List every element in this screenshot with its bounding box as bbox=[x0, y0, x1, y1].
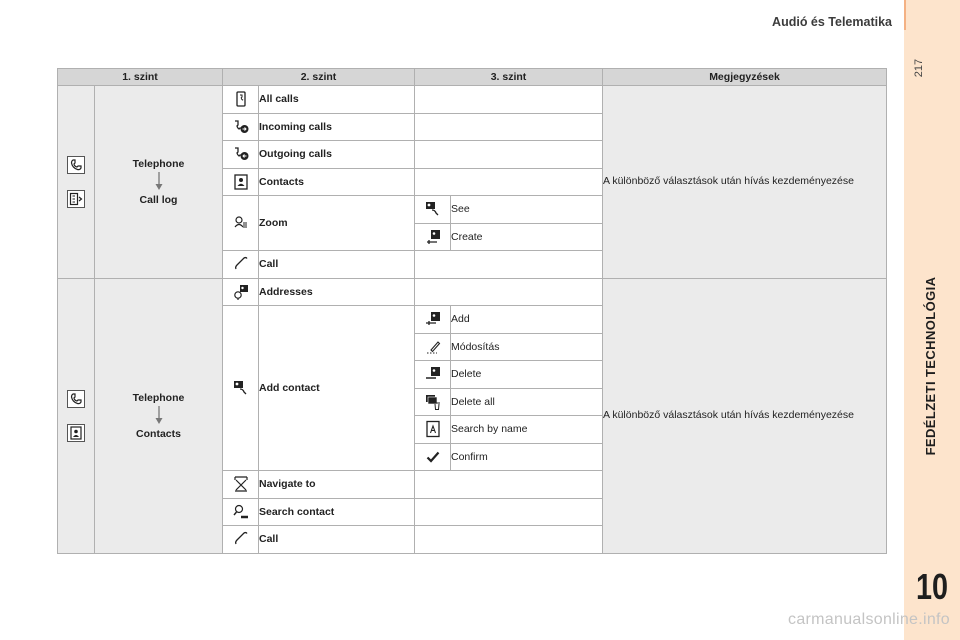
delete-all-icon bbox=[424, 393, 442, 411]
menu-item-addresses: Addresses bbox=[259, 278, 415, 306]
header-level-1: 1. szint bbox=[58, 69, 223, 86]
search-contact-icon bbox=[232, 503, 250, 521]
addresses-icon bbox=[232, 283, 250, 301]
add-contact-icon-cell bbox=[223, 306, 259, 471]
menu-item-add-contact: Add contact bbox=[259, 306, 415, 471]
empty-cell bbox=[415, 168, 603, 196]
arrow-down-icon bbox=[154, 406, 164, 426]
menu-structure-table bbox=[57, 68, 887, 554]
level1-path-call-log bbox=[95, 86, 223, 279]
empty-cell bbox=[415, 526, 603, 554]
level1-label-bottom: Contacts bbox=[136, 427, 181, 440]
notes-call-log: A különböző választások után hívás kezdeményezése bbox=[603, 86, 887, 279]
zoom-icon-cell bbox=[223, 196, 259, 251]
see-icon-cell bbox=[415, 196, 451, 224]
delete-all-icon-cell bbox=[415, 388, 451, 416]
incoming-calls-icon-cell bbox=[223, 113, 259, 141]
menu-item-edit: Módosítás bbox=[451, 333, 603, 361]
all-calls-icon-cell bbox=[223, 86, 259, 114]
menu-item-contacts: Contacts bbox=[259, 168, 415, 196]
search-contact-icon-cell bbox=[223, 498, 259, 526]
contacts-icon bbox=[232, 173, 250, 191]
incoming-call-icon bbox=[232, 118, 250, 136]
table-row bbox=[58, 86, 887, 114]
menu-item-zoom: Zoom bbox=[259, 196, 415, 251]
header-level-2: 2. szint bbox=[223, 69, 415, 86]
empty-cell bbox=[415, 113, 603, 141]
menu-item-search-by-name: Search by name bbox=[451, 416, 603, 444]
menu-item-add: Add bbox=[451, 306, 603, 334]
empty-cell bbox=[415, 141, 603, 169]
arrow-down-icon bbox=[154, 172, 164, 192]
add-contact-icon bbox=[232, 379, 250, 397]
empty-cell bbox=[415, 471, 603, 499]
page-number: 217 bbox=[913, 58, 925, 78]
search-by-name-icon-cell bbox=[415, 416, 451, 444]
header-level-3: 3. szint bbox=[415, 69, 603, 86]
level1-label-top: Telephone bbox=[132, 157, 185, 170]
call-log-icon bbox=[67, 190, 85, 208]
contacts-icon-cell bbox=[223, 168, 259, 196]
page-header-title: Audió és Telematika bbox=[772, 15, 892, 29]
menu-item-delete: Delete bbox=[451, 361, 603, 389]
level1-label-top: Telephone bbox=[132, 391, 185, 404]
menu-item-delete-all: Delete all bbox=[451, 388, 603, 416]
call-handset-icon bbox=[232, 530, 250, 548]
confirm-icon-cell bbox=[415, 443, 451, 471]
outgoing-call-icon bbox=[232, 145, 250, 163]
delete-icon bbox=[424, 365, 442, 383]
chapter-sidebar bbox=[904, 0, 960, 640]
sidebar-section-title: FEDÉLZETI TECHNOLÓGIA bbox=[923, 276, 938, 456]
call-icon-cell bbox=[223, 526, 259, 554]
level1-path-contacts bbox=[95, 278, 223, 553]
delete-icon-cell bbox=[415, 361, 451, 389]
edit-icon bbox=[424, 338, 442, 356]
add-icon bbox=[424, 310, 442, 328]
menu-item-call: Call bbox=[259, 251, 415, 279]
addresses-icon-cell bbox=[223, 278, 259, 306]
menu-item-confirm: Confirm bbox=[451, 443, 603, 471]
level1-label-bottom: Call log bbox=[139, 193, 178, 206]
chapter-number: 10 bbox=[915, 566, 949, 607]
notes-contacts: A különböző választások után hívás kezdeményezése bbox=[603, 278, 887, 553]
contacts-book-icon bbox=[67, 424, 85, 442]
empty-cell bbox=[415, 251, 603, 279]
table-row bbox=[58, 278, 887, 306]
outgoing-calls-icon-cell bbox=[223, 141, 259, 169]
empty-cell bbox=[415, 498, 603, 526]
phone-icon bbox=[232, 90, 250, 108]
header-notes: Megjegyzések bbox=[603, 69, 887, 86]
create-contact-icon bbox=[424, 228, 442, 246]
footer-watermark: carmanualsonline.info bbox=[788, 611, 950, 628]
telephone-handset-icon bbox=[67, 390, 85, 408]
navigate-to-icon bbox=[232, 475, 250, 493]
table-header-row bbox=[58, 69, 887, 86]
menu-item-create: Create bbox=[451, 223, 603, 251]
menu-item-incoming-calls: Incoming calls bbox=[259, 113, 415, 141]
empty-cell bbox=[415, 86, 603, 114]
menu-item-search-contact: Search contact bbox=[259, 498, 415, 526]
empty-cell bbox=[415, 278, 603, 306]
sidebar-accent-rail bbox=[904, 0, 906, 30]
level1-icons-contacts bbox=[58, 278, 95, 553]
create-icon-cell bbox=[415, 223, 451, 251]
level1-icons-call-log bbox=[58, 86, 95, 279]
menu-item-call: Call bbox=[259, 526, 415, 554]
edit-icon-cell bbox=[415, 333, 451, 361]
menu-item-outgoing-calls: Outgoing calls bbox=[259, 141, 415, 169]
menu-item-all-calls: All calls bbox=[259, 86, 415, 114]
navigate-to-icon-cell bbox=[223, 471, 259, 499]
zoom-icon bbox=[232, 214, 250, 232]
menu-item-navigate-to: Navigate to bbox=[259, 471, 415, 499]
see-contact-icon bbox=[424, 200, 442, 218]
add-icon-cell bbox=[415, 306, 451, 334]
search-by-name-icon bbox=[424, 420, 442, 438]
call-icon-cell bbox=[223, 251, 259, 279]
telephone-handset-icon bbox=[67, 156, 85, 174]
confirm-check-icon bbox=[424, 448, 442, 466]
call-handset-icon bbox=[232, 255, 250, 273]
menu-item-see: See bbox=[451, 196, 603, 224]
